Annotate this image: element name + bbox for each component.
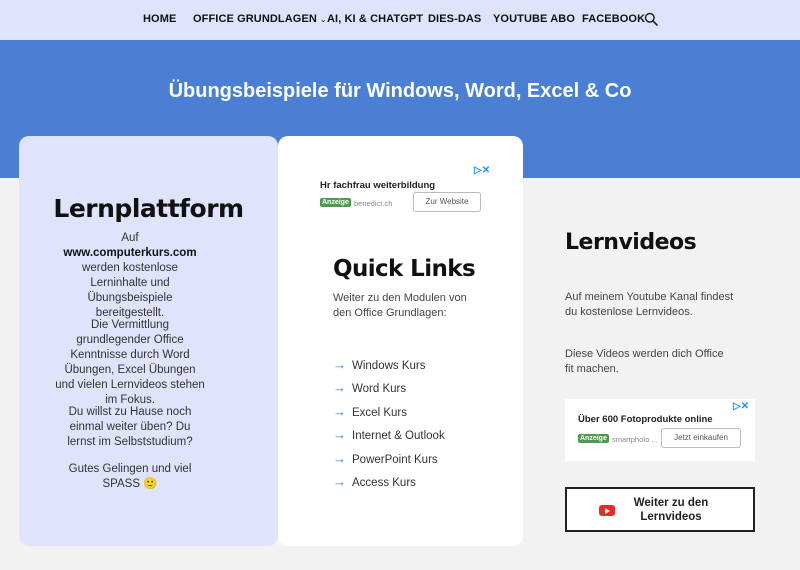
- lernvideos-title: Lernvideos: [565, 230, 697, 255]
- quick-link-label: Windows Kurs: [352, 360, 426, 372]
- youtube-icon: [599, 505, 615, 516]
- quick-link-access[interactable]: [333, 474, 416, 489]
- ad-title[interactable]: Über 600 Fotoprodukte online: [578, 414, 713, 425]
- ad-title[interactable]: Hr fachfrau weiterbildung: [320, 180, 436, 191]
- adchoices-icon[interactable]: ▷✕: [733, 401, 750, 412]
- arrow-right-icon: →: [333, 427, 346, 442]
- quick-link-label: Word Kurs: [352, 383, 407, 395]
- nav-home[interactable]: HOME: [143, 13, 177, 25]
- search-icon[interactable]: [644, 12, 658, 26]
- arrow-right-icon: →: [333, 404, 346, 419]
- arrow-right-icon: →: [333, 451, 346, 466]
- chevron-down-icon: ⌄: [319, 15, 327, 24]
- lernplattform-paragraph-2: Die Vermittlung grundlegender Office Kenntnisse durch Word Übungen, Excel Übungen und vielen Lernvideos stehen im Fokus.: [55, 319, 205, 406]
- arrow-right-icon: →: [333, 357, 346, 372]
- nav-ai-ki-chatgpt[interactable]: AI, KI & CHATGPT: [327, 13, 424, 25]
- quick-link-powerpoint[interactable]: [333, 451, 438, 466]
- quick-link-excel[interactable]: [333, 404, 407, 419]
- ad-badge: Anzeige: [322, 199, 349, 206]
- p1-prefix: Auf: [121, 232, 139, 244]
- quick-link-internet-outlook[interactable]: [333, 427, 445, 442]
- page-title: Übungsbeispiele für Windows, Word, Excel & Co: [168, 80, 632, 102]
- ad-domain: benedict.ch: [354, 199, 393, 208]
- lernvideos-paragraph-1: Auf meinem Youtube Kanal findest du kostenlose Lernvideos.: [565, 291, 734, 318]
- arrow-right-icon: →: [333, 474, 346, 489]
- quick-link-label: Excel Kurs: [352, 407, 407, 419]
- p1-rest: werden kostenlose Lerninhalte und Übungsbeispiele bereitgestellt.: [82, 262, 178, 319]
- lernplattform-paragraph-3: Du willst zu Hause noch einmal weiter üben? Du lernst im Selbststudium?: [67, 406, 193, 448]
- lernvideos-button-label: Weiter zu den Lernvideos: [633, 497, 709, 523]
- quick-links-intro: Weiter zu den Modulen von den Office Grundlagen:: [333, 292, 467, 319]
- lernplattform-title: Lernplattform: [53, 194, 244, 223]
- quick-link-windows[interactable]: [333, 357, 426, 372]
- lernplattform-paragraph-1: [54, 231, 206, 321]
- top-navigation: [0, 0, 800, 40]
- quick-links-title: Quick Links: [333, 256, 476, 282]
- lernvideos-button[interactable]: [565, 487, 755, 532]
- ad-cta-button[interactable]: Zur Website: [413, 192, 481, 212]
- nav-youtube-abo[interactable]: YOUTUBE ABO: [493, 13, 575, 25]
- nav-facebook[interactable]: FACEBOOK: [582, 13, 646, 25]
- site-url: www.computerkurs.com: [63, 247, 197, 259]
- quick-link-label: Internet & Outlook: [352, 430, 445, 442]
- ad-cta-button[interactable]: Jetzt einkaufen: [661, 428, 741, 448]
- lernvideos-paragraph-2: Diese Videos werden dich Office fit machen.: [565, 348, 724, 375]
- nav-dies-das[interactable]: DIES-DAS: [428, 13, 482, 25]
- arrow-right-icon: →: [333, 380, 346, 395]
- quick-link-label: Access Kurs: [352, 477, 416, 489]
- ad-domain: smartphoto ...: [612, 435, 658, 444]
- quick-link-word[interactable]: [333, 380, 406, 395]
- nav-office-grundlagen-label: OFFICE GRUNDLAGEN: [193, 13, 317, 25]
- quick-link-label: PowerPoint Kurs: [352, 454, 438, 466]
- nav-office-grundlagen[interactable]: [193, 13, 327, 25]
- ad-badge: Anzeige: [580, 435, 607, 442]
- adchoices-icon[interactable]: ▷✕: [474, 165, 491, 176]
- lernplattform-paragraph-4: Gutes Gelingen und viel SPASS 🙂: [68, 463, 192, 490]
